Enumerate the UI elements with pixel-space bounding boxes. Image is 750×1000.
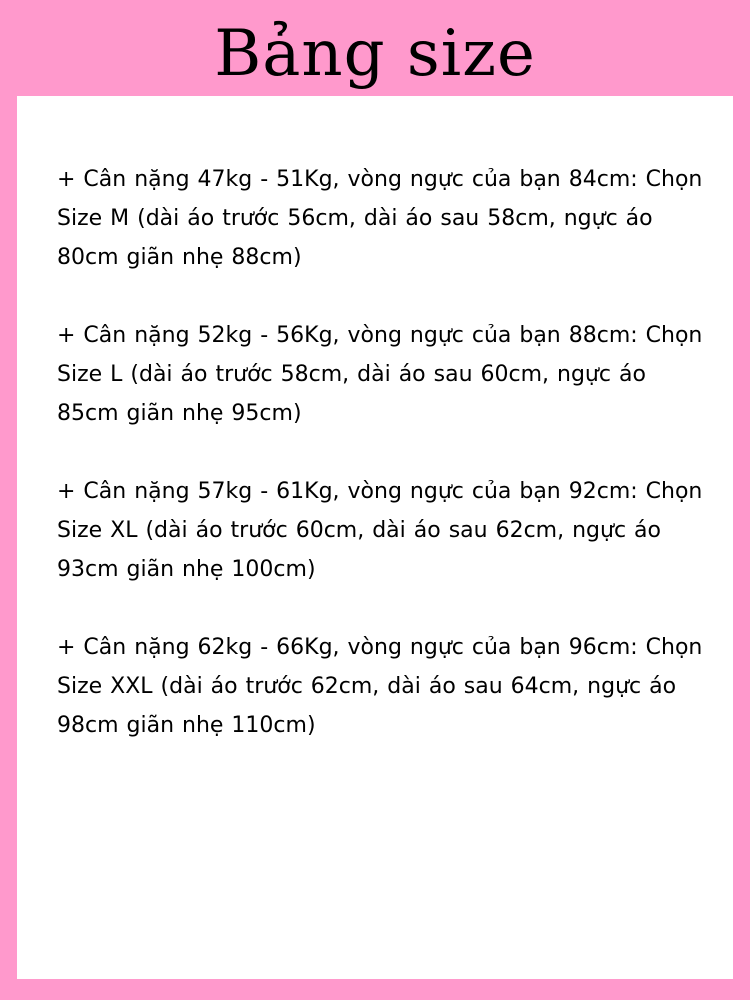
size-entry-xxl: + Cân nặng 62kg - 66Kg, vòng ngực của bạn 96cm: Chọn Size XXL (dài áo trước 62cm, dài áo sau 64cm, ngực áo 98cm giãn nhẹ 110cm): [57, 635, 703, 738]
size-entry-xl: + Cân nặng 57kg - 61Kg, vòng ngực của bạn 92cm: Chọn Size XL (dài áo trước 60cm, dài áo sau 62cm, ngực áo 93cm giãn nhẹ 100cm): [57, 479, 703, 582]
page-title: Bảng size: [214, 17, 536, 91]
size-entry-m: + Cân nặng 47kg - 51Kg, vòng ngực của bạn 84cm: Chọn Size M (dài áo trước 56cm, dài áo sau 58cm, ngực áo 80cm giãn nhẹ 88cm): [57, 167, 703, 270]
size-entry-l: + Cân nặng 52kg - 56Kg, vòng ngực của bạn 88cm: Chọn Size L (dài áo trước 58cm, dài áo sau 60cm, ngực áo 85cm giãn nhẹ 95cm): [57, 323, 703, 426]
size-chart-panel: [17, 96, 733, 979]
size-list: [57, 160, 707, 745]
